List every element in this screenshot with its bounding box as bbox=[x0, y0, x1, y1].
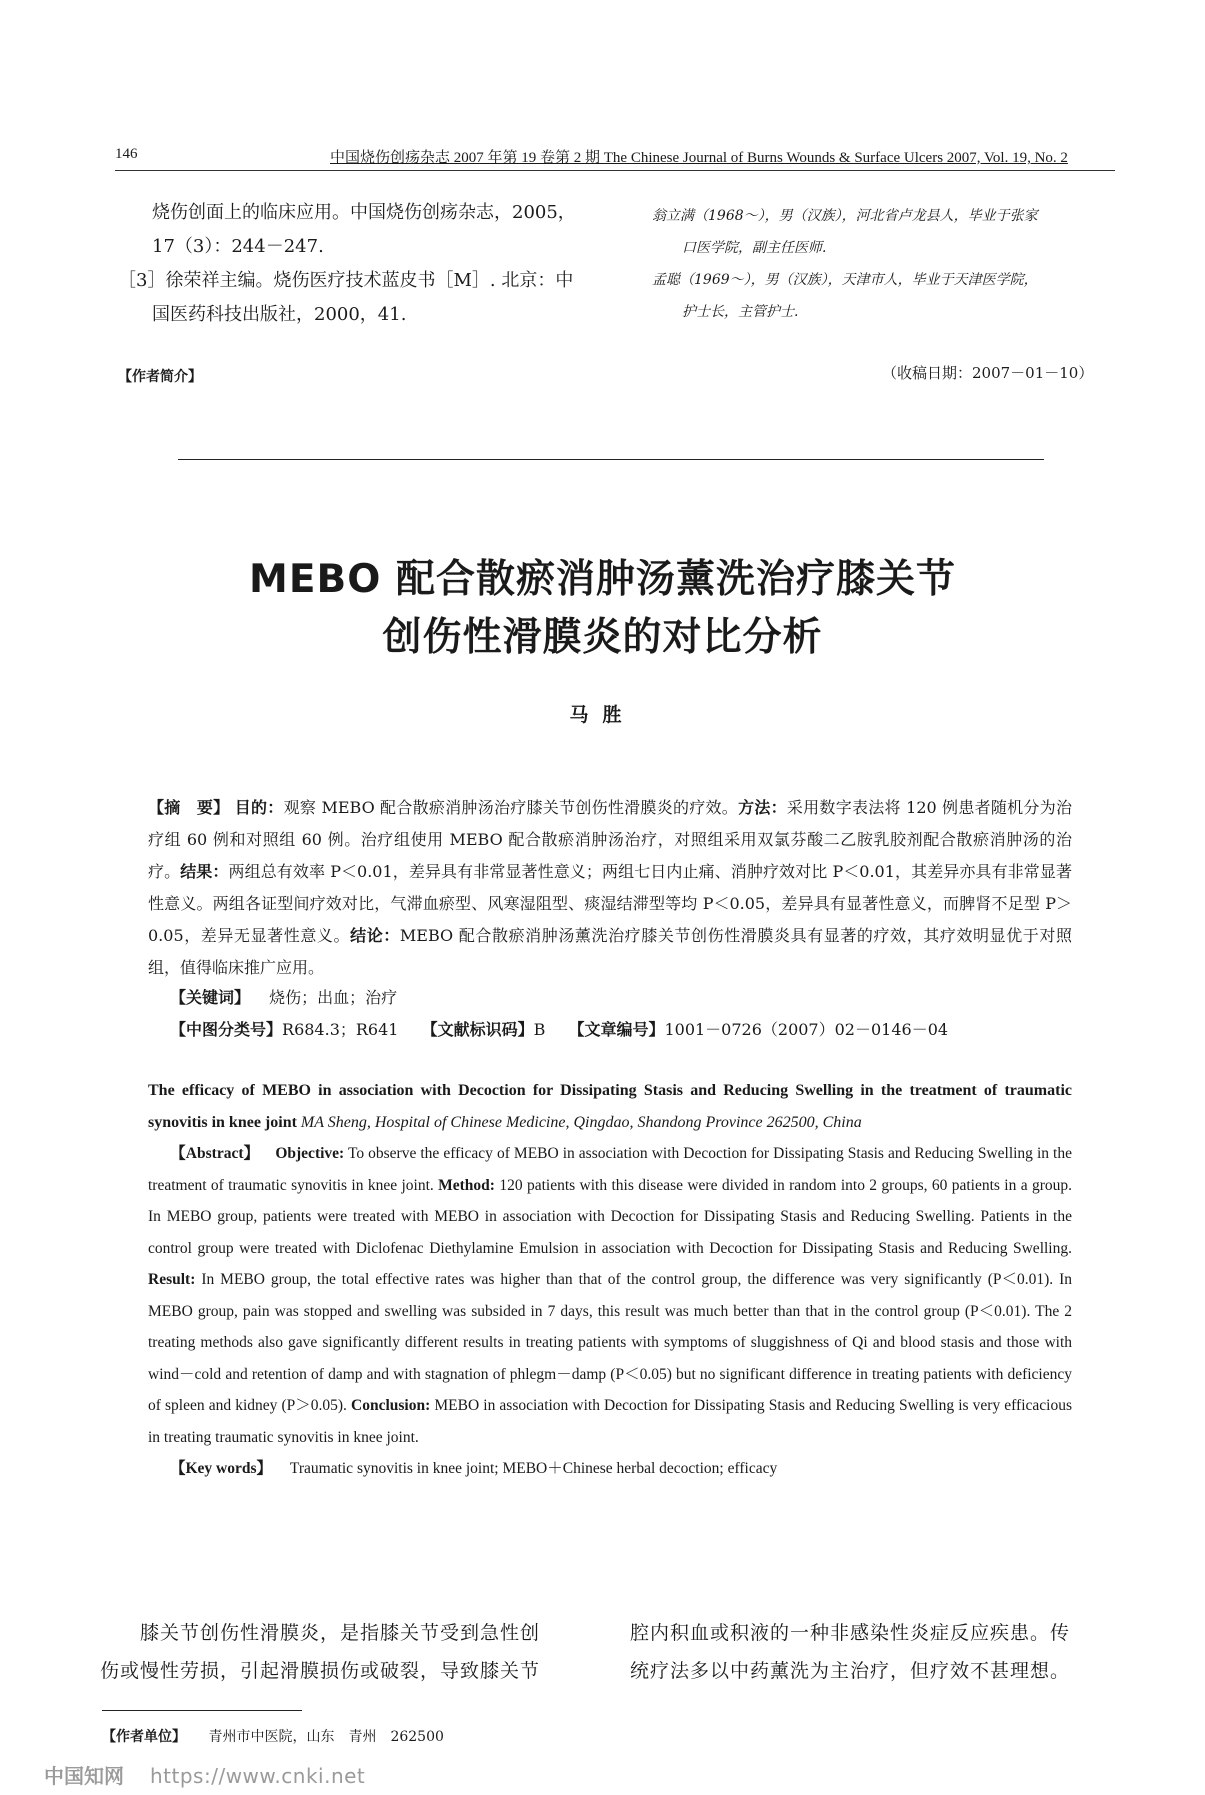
journal-citation: 中国烧伤创疡杂志 2007 年第 19 卷第 2 期 The Chinese Journal of Burns Wounds & Surface Ulcers 2007, Vol. 19, No. 2 bbox=[330, 150, 1068, 166]
reference-2-line2: 17（3）：244－247. bbox=[152, 236, 324, 257]
english-abstract bbox=[148, 1138, 1072, 1485]
english-method-label: Method: bbox=[438, 1176, 495, 1194]
article-title-line2: 创伤性滑膜炎的对比分析 bbox=[382, 615, 823, 660]
keywords-label: 【关键词】 bbox=[170, 988, 251, 1007]
author-intro-label: 【作者简介】 bbox=[118, 369, 202, 385]
english-result-label: Result: bbox=[148, 1271, 196, 1288]
footnote-text: 青州市中医院，山东 青州 262500 bbox=[208, 1729, 444, 1745]
classification-label: 【中图分类号】 bbox=[170, 1020, 283, 1039]
objective-label: 目的： bbox=[234, 798, 284, 817]
english-byline: MA Sheng, Hospital of Chinese Medicine, Qingdao, Shandong Province 262500, China bbox=[300, 1114, 862, 1131]
result-label: 结果： bbox=[180, 862, 229, 881]
footnote bbox=[102, 1726, 444, 1746]
english-keywords-label: 【Key words】 bbox=[170, 1460, 273, 1477]
abstract-label: 【摘 要】 bbox=[148, 798, 230, 817]
english-keywords-text: Traumatic synovitis in knee joint; MEBO＋Chinese herbal decoction; efficacy bbox=[289, 1460, 778, 1477]
english-title-text: The efficacy of MEBO in association with Decoction for Dissipating Stasis and Reducing Swelling in the treatment of traumatic synovitis in knee joint bbox=[148, 1082, 1072, 1131]
bio-2-line1: 孟聪（1969～），男（汉族），天津市人，毕业于天津医学院， bbox=[652, 272, 1038, 288]
reference-3-line2: 国医药科技出版社，2000，41. bbox=[152, 304, 407, 325]
english-conclusion-text: MEBO in association with Decoction for Dissipating Stasis and Reducing Swelling is very efficacious in treating traumatic synovitis in knee joint. bbox=[148, 1397, 1073, 1446]
english-objective-text: To observe the efficacy of MEBO in association with Decoction for Dissipating Stasis and Reducing Swelling in the treatment of traumatic synovitis in knee joint. bbox=[148, 1145, 1072, 1194]
body-left-line2: 伤或慢性劳损，引起滑膜损伤或破裂，导致膝关节 bbox=[100, 1660, 541, 1682]
footnote-label: 【作者单位】 bbox=[102, 1729, 186, 1745]
watermark-brand: 中国知网 bbox=[44, 1764, 124, 1788]
keywords bbox=[170, 985, 397, 1008]
english-abstract-label: 【Abstract】 bbox=[170, 1145, 260, 1162]
footnote-rule bbox=[102, 1710, 302, 1711]
watermark bbox=[44, 1760, 365, 1789]
bio-1-line1: 翁立满（1968～），男（汉族），河北省卢龙县人，毕业于张家 bbox=[652, 208, 1038, 224]
objective-text: 观察 MEBO 配合散瘀消肿汤治疗膝关节创伤性滑膜炎的疗效。 bbox=[283, 798, 739, 817]
english-title bbox=[148, 1075, 1072, 1139]
conclusion-text: MEBO 配合散瘀消肿汤薰洗治疗膝关节创伤性滑膜炎具有显著的疗效，其疗效明显优于对照组，值得临床推广应用。 bbox=[148, 926, 1072, 977]
article-title-line1: MEBO 配合散瘀消肿汤薰洗治疗膝关节 bbox=[249, 557, 956, 602]
method-text: 采用数字表法将 120 例患者随机分为治疗组 60 例和对照组 60 例。治疗组使用 MEBO 配合散瘀消肿汤治疗，对照组采用双氯芬酸二乙胺乳胶剂配合散瘀消肿汤的治疗。 bbox=[148, 798, 1072, 881]
english-objective-label: Objective: bbox=[275, 1145, 345, 1162]
bio-1-line2: 口医学院，副主任医师. bbox=[682, 240, 827, 256]
result-text: 两组总有效率 P＜0.01，差异具有非常显著性意义；两组七日内止痛、消肿疗效对比 P＜0.01，其差异亦具有非常显著性意义。两组各证型间疗效对比，气滞血瘀型、风寒湿阻型、痰湿结滞型等均 P＜0.05，差异具有显著性意义，而脾肾不足型 P＞0.05，差异无显著性意义。 bbox=[148, 862, 1072, 945]
section-divider bbox=[178, 459, 1044, 460]
chinese-abstract bbox=[148, 792, 1072, 984]
article-author: 马胜 bbox=[569, 704, 636, 726]
conclusion-label: 结论： bbox=[350, 926, 400, 945]
received-date: （收稿日期：2007－01－10） bbox=[882, 364, 1094, 382]
document-code-label: 【文献标识码】 bbox=[421, 1020, 534, 1039]
body-right-line1: 腔内积血或积液的一种非感染性炎症反应疾患。传 bbox=[630, 1622, 1071, 1644]
watermark-url[interactable]: https://www.cnki.net bbox=[150, 1764, 366, 1788]
document-code-text: B bbox=[533, 1020, 546, 1039]
english-method-text: 120 patients with this disease were divided in random into 2 groups, 60 patients in a group. In MEBO group, patients were treated with MEBO in association with Decoction for Dissipating Stasis and Reducing Swelling. Patients in the control group were treated with Diclofenac Diethylamine Emulsion in association with Decoction for Dissipating Stasis and Reducing Swelling. bbox=[148, 1176, 1073, 1257]
reference-3-line1: ［3］徐荣祥主编。烧伤医疗技术蓝皮书［M］. 北京：中 bbox=[118, 270, 574, 291]
article-number-label: 【文章编号】 bbox=[568, 1020, 665, 1039]
english-result-text: In MEBO group, the total effective rates was higher than that of the control group, the difference was very significantly (P＜0.01). In MEBO group, pain was stopped and swelling was subsided in 7 days, this result was much better than that in the control group (P＜0.01). The 2 treating methods also gave significantly different results in treating patients with symptoms of sluggishness of Qi and blood stasis and those with wind－cold and retention of damp and with stagnation of phlegm－damp (P＜0.05) but no significant difference in treating patients with deficiency of spleen and kidney (P＞0.05). bbox=[148, 1271, 1072, 1414]
page-number: 146 bbox=[115, 146, 138, 162]
classification-line bbox=[170, 1017, 948, 1040]
classification-text: R684.3；R641 bbox=[282, 1020, 399, 1039]
method-label: 方法： bbox=[738, 798, 787, 817]
english-conclusion-label: Conclusion: bbox=[351, 1397, 431, 1414]
body-left-line1: 膝关节创伤性滑膜炎，是指膝关节受到急性创 bbox=[140, 1622, 541, 1644]
body-right-line2: 统疗法多以中药薰洗为主治疗，但疗效不甚理想。 bbox=[630, 1660, 1071, 1682]
keywords-text: 烧伤；出血；治疗 bbox=[269, 988, 398, 1007]
article-number-text: 1001－0726（2007）02－0146－04 bbox=[664, 1020, 949, 1039]
bio-2-line2: 护士长，主管护士. bbox=[682, 304, 799, 320]
header-rule bbox=[115, 170, 1115, 171]
reference-2-line1: 烧伤创面上的临床应用。中国烧伤创疡杂志，2005， bbox=[152, 202, 576, 223]
